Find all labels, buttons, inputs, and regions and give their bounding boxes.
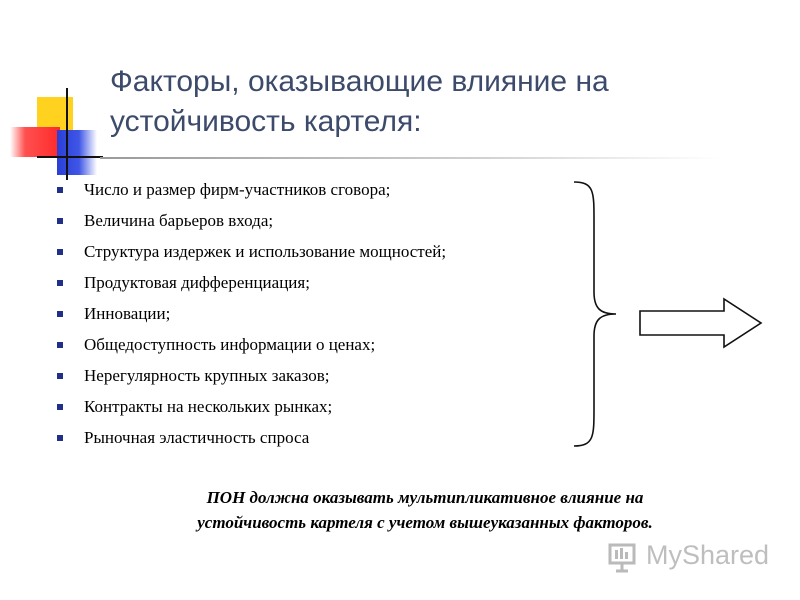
- bullet-icon: [57, 187, 63, 193]
- list-item-text: Контракты на нескольких рынках;: [84, 397, 333, 416]
- list-item-text: Нерегулярность крупных заказов;: [84, 366, 330, 385]
- list-item: [57, 298, 446, 329]
- list-item: [57, 422, 446, 453]
- slide-title: Факторы, оказывающие влияние на устойчивость картеля:: [110, 65, 609, 138]
- list-item-text: Инновации;: [84, 304, 171, 323]
- bullet-icon: [57, 280, 63, 286]
- bullet-icon: [57, 373, 63, 379]
- decor-horizontal-line: [37, 156, 103, 158]
- list-item: [57, 360, 446, 391]
- decor-blue-square: [57, 130, 97, 175]
- bullet-icon: [57, 249, 63, 255]
- list-item-text: Общедоступность информации о ценах;: [84, 335, 376, 354]
- list-item: [57, 236, 446, 267]
- title-underline: [100, 157, 720, 159]
- list-item: [57, 174, 446, 205]
- list-item: [57, 329, 446, 360]
- conclusion-line-1: ПОН должна оказывать мультипликативное влияние на: [206, 488, 644, 507]
- list-item-text: Структура издержек и использование мощностей;: [84, 242, 447, 261]
- list-item: [57, 391, 446, 422]
- bullet-icon: [57, 435, 63, 441]
- conclusion-text: [100, 485, 750, 535]
- bullet-icon: [57, 311, 63, 317]
- list-item: [57, 205, 446, 236]
- arrow-right-icon: [638, 297, 764, 349]
- bullet-icon: [57, 404, 63, 410]
- list-item-text: Рыночная эластичность спроса: [84, 428, 310, 447]
- factor-list: [57, 174, 446, 453]
- watermark-text: MyShared: [646, 540, 770, 570]
- list-item-text: Число и размер фирм-участников сговора;: [84, 180, 391, 199]
- list-item-text: Продуктовая дифференциация;: [84, 273, 310, 292]
- brace-right-icon: [572, 180, 618, 448]
- bullet-icon: [57, 342, 63, 348]
- list-item-text: Величина барьеров входа;: [84, 211, 274, 230]
- list-item: [57, 267, 446, 298]
- bullet-icon: [57, 218, 63, 224]
- conclusion-line-2: устойчивость картеля с учетом вышеуказанных факторов.: [197, 513, 653, 532]
- decor-red-bar: [10, 127, 60, 157]
- decor-vertical-line: [66, 88, 68, 180]
